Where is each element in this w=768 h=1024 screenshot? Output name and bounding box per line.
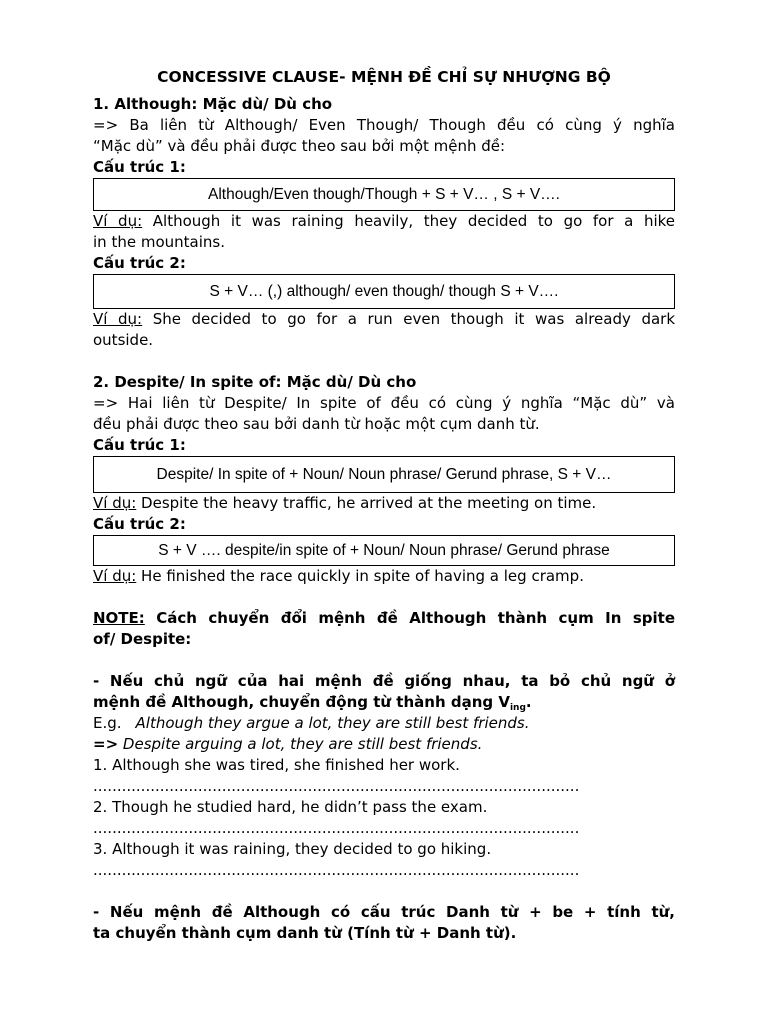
rule2-line1: - Nếu mệnh đề Although có cấu trúc Danh từ + be + tính từ, — [93, 903, 675, 921]
section1-example2-line2: outside. — [93, 331, 154, 349]
exercise-1: 1. Although she was tired, she finished her work. — [93, 756, 460, 774]
note-line2: of/ Despite: — [93, 630, 192, 648]
answer-line-3: ...................................................................................................... — [93, 861, 580, 879]
rule1-line2 — [93, 692, 675, 713]
section1-example1-line1 — [93, 211, 675, 232]
section2-struct2-formula: S + V …. despite/in spite of + Noun/ Noun phrase/ Gerund phrase — [158, 541, 610, 559]
note-line1-text: Cách chuyển đổi mệnh đề Although thành cụm In spite — [144, 609, 675, 627]
example-eg — [93, 713, 675, 734]
rule2-line2: ta chuyển thành cụm danh từ (Tính từ + Danh từ). — [93, 924, 517, 942]
exercise-2: 2. Though he studied hard, he didn’t pass the exam. — [93, 798, 488, 816]
page-title: CONCESSIVE CLAUSE- MỆNH ĐỀ CHỈ SỰ NHƯỢNG BỘ — [157, 68, 611, 86]
section2-heading: 2. Despite/ In spite of: Mặc dù/ Dù cho — [93, 373, 417, 391]
section1-struct1-formula: Although/Even though/Though + S + V… , S + V…. — [208, 185, 560, 203]
answer-line-2: ...................................................................................................... — [93, 819, 580, 837]
rule1-line1: - Nếu chủ ngữ của hai mệnh đề giống nhau, ta bỏ chủ ngữ ở — [93, 672, 675, 690]
rule1-line2-text: mệnh đề Although, chuyển động từ thành dạng V — [93, 693, 510, 711]
section1-example1-line2: in the mountains. — [93, 233, 225, 251]
rule1-subscript: ing — [509, 703, 526, 713]
example-label: Ví dụ: — [93, 310, 143, 328]
section2-struct1-label: Cấu trúc 1: — [93, 436, 186, 454]
spacer — [93, 587, 675, 608]
section1-example2-text: She decided to go for a run even though it was already dark — [142, 310, 676, 328]
document-content — [93, 66, 675, 944]
section1-example1-text: Although it was raining heavily, they decided to go for a hike — [142, 212, 675, 230]
note-label: NOTE: — [93, 609, 145, 627]
section1-heading: 1. Although: Mặc dù/ Dù cho — [93, 95, 333, 113]
example-result — [93, 734, 675, 755]
section1-struct2-label: Cấu trúc 2: — [93, 254, 186, 272]
section2-struct1-formula: Despite/ In spite of + Noun/ Noun phrase/ Gerund phrase, S + V… — [156, 465, 612, 483]
spacer — [93, 881, 675, 902]
section1-struct1-box — [93, 178, 675, 211]
section2-struct2-box — [93, 535, 675, 566]
section1-struct2-formula: S + V… (,) although/ even though/ though S + V…. — [209, 282, 559, 300]
answer-line-1: ...................................................................................................... — [93, 777, 580, 795]
section2-intro-line2: đều phải được theo sau bởi danh từ hoặc một cụm danh từ. — [93, 415, 540, 433]
eg-sentence: Although they argue a lot, they are still best friends. — [135, 714, 530, 732]
example-label: Ví dụ: — [93, 567, 137, 585]
section1-struct1-label: Cấu trúc 1: — [93, 158, 186, 176]
section1-example2-line1 — [93, 309, 675, 330]
eg-label: E.g. — [93, 714, 122, 732]
spacer — [93, 650, 675, 671]
section1-struct2-box — [93, 274, 675, 309]
section2-example2-text: He finished the race quickly in spite of having a leg cramp. — [136, 567, 584, 585]
arrow-symbol: => — [93, 735, 119, 753]
section2-example1 — [93, 493, 675, 514]
spacer — [93, 351, 675, 372]
section2-struct1-box — [93, 456, 675, 493]
section1-intro-line2: “Mặc dù” và đều phải được theo sau bởi một mệnh đề: — [93, 137, 506, 155]
note-line1 — [93, 608, 675, 629]
section2-example2 — [93, 566, 675, 587]
example-label: Ví dụ: — [93, 212, 143, 230]
section1-intro-line1: => Ba liên từ Although/ Even Though/ Though đều có cùng ý nghĩa — [93, 116, 675, 134]
rule1-end: . — [525, 693, 532, 711]
section2-example1-text: Despite the heavy traffic, he arrived at the meeting on time. — [136, 494, 597, 512]
example-label: Ví dụ: — [93, 494, 137, 512]
section2-intro-line1: => Hai liên từ Despite/ In spite of đều có cùng ý nghĩa “Mặc dù” và — [93, 394, 675, 412]
eg-result: Despite arguing a lot, they are still best friends. — [118, 735, 483, 753]
section2-struct2-label: Cấu trúc 2: — [93, 515, 186, 533]
exercise-3: 3. Although it was raining, they decided to go hiking. — [93, 840, 492, 858]
